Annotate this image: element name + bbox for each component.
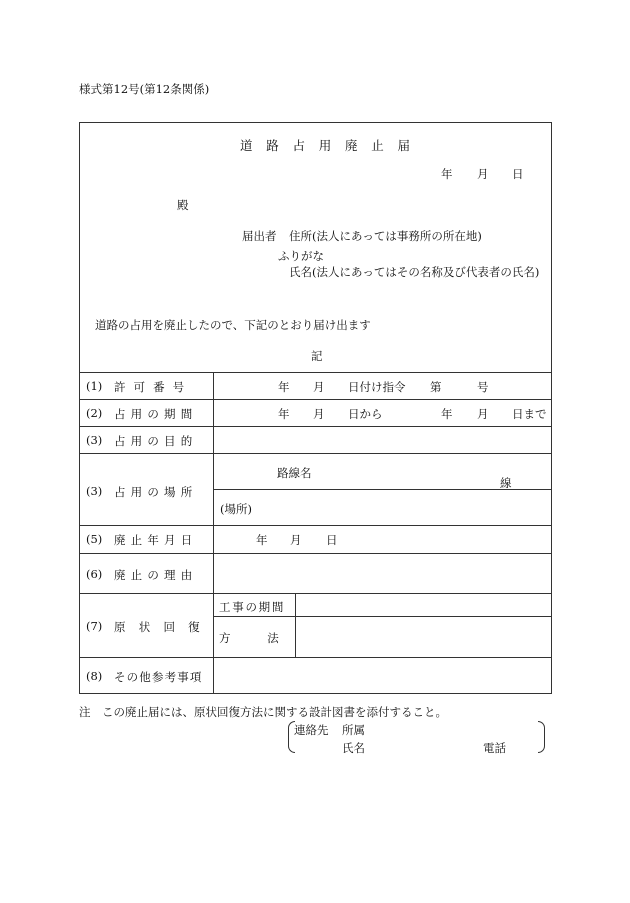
- row2-from: 日から: [348, 407, 383, 421]
- row3-label: 占用の目的: [114, 434, 198, 448]
- address-label: 住所(法人にあっては事務所の所在地): [289, 229, 482, 243]
- row8-num: (8): [86, 669, 103, 683]
- row5-month: 月: [290, 533, 302, 547]
- row3-num: (3): [86, 433, 103, 447]
- row1-go: 号: [477, 380, 489, 394]
- statement: 道路の占用を廃止したので、下記のとおり届け出ます: [95, 318, 371, 332]
- row-divider: [79, 553, 552, 554]
- row-subdivider: [213, 616, 552, 617]
- table-top-line: [79, 372, 552, 373]
- row-divider: [79, 657, 552, 658]
- row1-date-sign: 日付け指令: [348, 380, 406, 394]
- row5-num: (5): [86, 532, 103, 546]
- subcolumn-line: [295, 593, 296, 657]
- row4-place: (場所): [220, 502, 252, 516]
- row-divider: [79, 593, 552, 594]
- row1-dai: 第: [430, 380, 442, 394]
- contact-label: 連絡先: [294, 723, 329, 737]
- row6-label: 廃止の理由: [114, 568, 198, 582]
- name-label: 氏名(法人にあってはその名称及び代表者の氏名): [289, 265, 540, 279]
- form-title: 道路占用廃止届: [240, 138, 424, 153]
- row7-method-label: 方法: [219, 631, 316, 645]
- date-day: 日: [512, 167, 524, 181]
- row4-route-name: 路線名: [277, 466, 312, 480]
- contact-bracket-right: [538, 721, 545, 753]
- row4-label: 占用の場所: [114, 485, 198, 499]
- applicant-label: 届出者: [242, 229, 277, 243]
- row2-year-from: 年: [278, 407, 290, 421]
- row1-month: 月: [313, 380, 325, 394]
- row2-year-until: 年: [441, 407, 453, 421]
- ki-label: 記: [311, 349, 323, 363]
- row7-period-label: 工事の期間: [219, 600, 286, 614]
- row7-label: 原状回復: [114, 620, 213, 634]
- row-divider: [79, 525, 552, 526]
- row1-label: 許可番号: [114, 380, 193, 394]
- row4-line: 線: [500, 476, 512, 490]
- row5-year: 年: [256, 533, 268, 547]
- date-year: 年: [441, 167, 453, 181]
- furigana-label: ふりがな: [278, 249, 324, 263]
- attachment-note: 注 この廃止届には、原状回復方法に関する設計図書を添付すること。: [79, 705, 447, 719]
- row5-label: 廃止年月日: [114, 533, 198, 547]
- row6-num: (6): [86, 567, 103, 581]
- contact-phone: 電話: [483, 741, 506, 755]
- row1-num: (1): [86, 379, 103, 393]
- row2-month-until: 月: [477, 407, 489, 421]
- row2-num: (2): [86, 406, 103, 420]
- row4-num: (3): [86, 484, 103, 498]
- row1-year: 年: [278, 380, 290, 394]
- row8-label: その他参考事項: [114, 670, 203, 684]
- label-column-line: [213, 372, 214, 694]
- row2-month-from: 月: [313, 407, 325, 421]
- form-number: 様式第12号(第12条関係): [79, 82, 210, 96]
- row-divider: [79, 426, 552, 427]
- contact-affiliation: 所属: [342, 723, 365, 737]
- row-divider: [79, 453, 552, 454]
- date-month: 月: [477, 167, 489, 181]
- row7-num: (7): [86, 619, 103, 633]
- row2-label: 占用の期間: [114, 407, 198, 421]
- row-divider: [79, 399, 552, 400]
- addressee-honorific: 殿: [177, 198, 189, 212]
- row5-day: 日: [326, 533, 338, 547]
- row2-until: 日まで: [512, 407, 547, 421]
- contact-name: 氏名: [342, 741, 365, 755]
